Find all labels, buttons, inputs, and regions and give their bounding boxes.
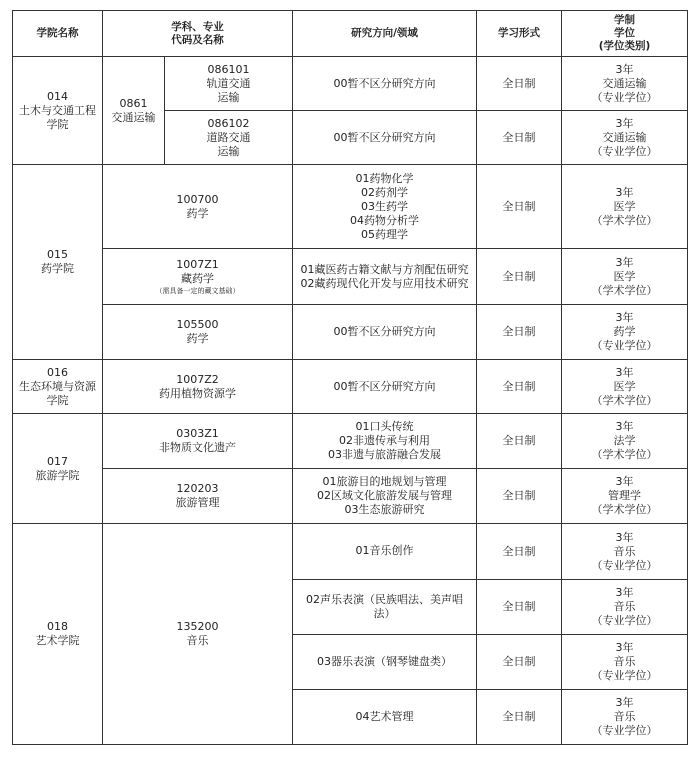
degree-cell: 3年 医学 （学术学位） bbox=[562, 249, 688, 305]
study-form-cell: 全日制 bbox=[477, 305, 562, 360]
table-row bbox=[13, 414, 688, 469]
major-cell: 086102 道路交通 运输 bbox=[165, 111, 293, 165]
table-row bbox=[13, 524, 688, 580]
header-direction: 研究方向/领域 bbox=[293, 11, 477, 57]
direction-cell: 01藏医药古籍文献与方剂配伍研究 02藏药现代化开发与应用技术研究 bbox=[293, 249, 477, 305]
major-cell: 1007Z2 药用植物资源学 bbox=[103, 360, 293, 414]
study-form-cell: 全日制 bbox=[477, 165, 562, 249]
header-study-form: 学习形式 bbox=[477, 11, 562, 57]
major-cell: 086101 轨道交通 运输 bbox=[165, 57, 293, 111]
header-major: 学科、专业 代码及名称 bbox=[103, 11, 293, 57]
degree-cell: 3年 医学 （学术学位） bbox=[562, 360, 688, 414]
table-row bbox=[13, 165, 688, 249]
header-college: 学院名称 bbox=[13, 11, 103, 57]
program-table bbox=[12, 10, 688, 745]
direction-cell: 01药物化学 02药剂学 03生药学 04药物分析学 05药理学 bbox=[293, 165, 477, 249]
college-cell: 018 艺术学院 bbox=[13, 524, 103, 745]
degree-cell: 3年 医学 （学术学位） bbox=[562, 165, 688, 249]
college-cell: 015 药学院 bbox=[13, 165, 103, 360]
major-cell: 0303Z1 非物质文化遗产 bbox=[103, 414, 293, 469]
degree-cell: 3年 音乐 （专业学位） bbox=[562, 580, 688, 635]
study-form-cell: 全日制 bbox=[477, 635, 562, 690]
study-form-cell: 全日制 bbox=[477, 469, 562, 524]
study-form-cell: 全日制 bbox=[477, 249, 562, 305]
degree-cell: 3年 法学 （学术学位） bbox=[562, 414, 688, 469]
degree-cell: 3年 管理学 （学术学位） bbox=[562, 469, 688, 524]
direction-cell: 02声乐表演（民族唱法、美声唱 法） bbox=[293, 580, 477, 635]
table-row bbox=[13, 57, 688, 111]
degree-cell: 3年 音乐 （专业学位） bbox=[562, 635, 688, 690]
major-cell: 105500 药学 bbox=[103, 305, 293, 360]
major-note: （需具备一定的藏文基础） bbox=[155, 286, 240, 295]
degree-cell: 3年 交通运输 （专业学位） bbox=[562, 57, 688, 111]
study-form-cell: 全日制 bbox=[477, 360, 562, 414]
header-row bbox=[13, 11, 688, 57]
study-form-cell: 全日制 bbox=[477, 57, 562, 111]
study-form-cell: 全日制 bbox=[477, 414, 562, 469]
table-row bbox=[13, 360, 688, 414]
major-parent-cell: 0861 交通运输 bbox=[103, 57, 165, 165]
table-row bbox=[13, 305, 688, 360]
direction-cell: 01音乐创作 bbox=[293, 524, 477, 580]
major-cell: 100700 药学 bbox=[103, 165, 293, 249]
degree-cell: 3年 音乐 （专业学位） bbox=[562, 524, 688, 580]
degree-cell: 3年 药学 （专业学位） bbox=[562, 305, 688, 360]
degree-cell: 3年 音乐 （专业学位） bbox=[562, 690, 688, 745]
table-row bbox=[13, 469, 688, 524]
direction-cell: 00暂不区分研究方向 bbox=[293, 305, 477, 360]
college-cell: 014 土木与交通工程 学院 bbox=[13, 57, 103, 165]
direction-cell: 01旅游目的地规划与管理 02区域文化旅游发展与管理 03生态旅游研究 bbox=[293, 469, 477, 524]
header-duration-degree: 学制 学位 (学位类别) bbox=[562, 11, 688, 57]
direction-cell: 00暂不区分研究方向 bbox=[293, 111, 477, 165]
college-cell: 016 生态环境与资源 学院 bbox=[13, 360, 103, 414]
direction-cell: 03器乐表演（钢琴键盘类） bbox=[293, 635, 477, 690]
table-row bbox=[13, 249, 688, 305]
study-form-cell: 全日制 bbox=[477, 524, 562, 580]
study-form-cell: 全日制 bbox=[477, 111, 562, 165]
college-cell: 017 旅游学院 bbox=[13, 414, 103, 524]
study-form-cell: 全日制 bbox=[477, 580, 562, 635]
major-cell: 120203 旅游管理 bbox=[103, 469, 293, 524]
direction-cell: 00暂不区分研究方向 bbox=[293, 360, 477, 414]
direction-cell: 00暂不区分研究方向 bbox=[293, 57, 477, 111]
direction-cell: 01口头传统 02非遗传承与利用 03非遗与旅游融合发展 bbox=[293, 414, 477, 469]
major-cell: 135200 音乐 bbox=[103, 524, 293, 745]
major-cell: 1007Z1 藏药学 （需具备一定的藏文基础） bbox=[103, 249, 293, 305]
study-form-cell: 全日制 bbox=[477, 690, 562, 745]
direction-cell: 04艺术管理 bbox=[293, 690, 477, 745]
degree-cell: 3年 交通运输 （专业学位） bbox=[562, 111, 688, 165]
